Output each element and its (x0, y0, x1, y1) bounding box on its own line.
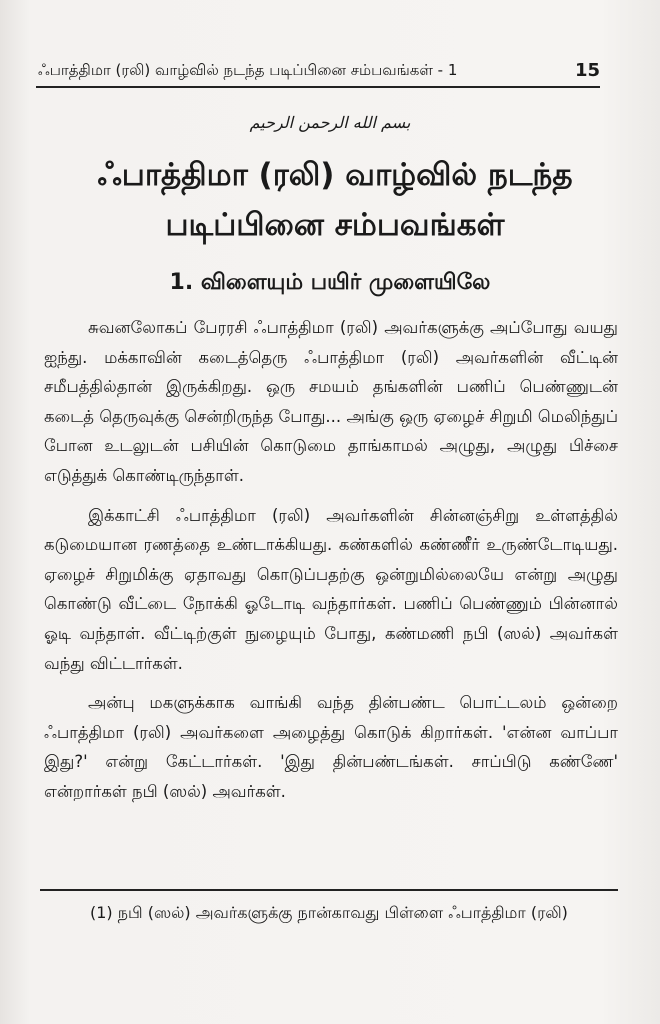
chapter-title-line-1: ஃபாத்திமா (ரலி) வாழ்வில் நடந்த (97, 157, 573, 193)
header-rule (36, 86, 600, 88)
running-head-title: ஃபாத்திமா (ரலி) வாழ்வில் நடந்த படிப்பினை சம்பவங்கள் - 1 (38, 61, 458, 79)
paragraph-3: அன்பு மகளுக்காக வாங்கி வந்த தின்பண்ட பொட்டலம் ஒன்றை ஃபாத்திமா (ரலி) அவர்களை அழைத்து கொடுக் கிறார்கள். 'என்ன வாப்பா இது?' என்று கேட்டார்கள். 'இது தின்பண்டங்கள். சாப்பிடு கண்ணே' என்றார்கள் நபி (ஸல்) அவர்கள். (44, 693, 618, 801)
section-heading: 1. விளையும் பயிர் முளையிலே (169, 270, 491, 295)
footnote-rule (40, 889, 618, 891)
running-header (38, 60, 600, 81)
chapter-title (30, 150, 640, 250)
body-text (44, 313, 618, 817)
page-number: 15 (574, 60, 600, 81)
chapter-title-line-2: படிப்பினை சம்பவங்கள் (165, 207, 505, 243)
basmala-calligraphy: بسم الله الرحمن الرحيم (249, 113, 411, 132)
paragraph-2: இக்காட்சி ஃபாத்திமா (ரலி) அவர்களின் சின்னஞ்சிறு உள்ளத்தில் கடுமையான ரணத்தை உண்டாக்கியது. கண்களில் கண்ணீர் உருண்டோடியது. ஏழைச் சிறுமிக்கு ஏதாவது கொடுப்பதற்கு ஒன்றுமில்லையே என்று அழுது கொண்டு வீட்டை நோக்கி ஓடோடி வந்தார்கள். பணிப் பெண்ணும் பின்னால் ஓடி வந்தாள். வீட்டிற்குள் நுழையும் போது, கண்மணி நபி (ஸல்) அவர்கள் வந்து விட்டார்கள். (44, 505, 618, 673)
footnote: (1) நபி (ஸல்) அவர்களுக்கு நான்காவது பிள்ளை ஃபாத்திமா (ரலி) (90, 903, 568, 922)
paragraph-1: சுவனலோகப் பேரரசி ஃபாத்திமா (ரலி) அவர்களுக்கு அப்போது வயது ஐந்து. மக்காவின் கடைத்தெரு ஃபாத்திமா (ரலி) அவர்களின் வீட்டின் சமீபத்தில்தான் இருக்கிறது. ஒரு சமயம் தங்களின் பணிப் பெண்ணுடன் கடைத் தெருவுக்கு சென்றிருந்த போது... அங்கு ஒரு ஏழைச் சிறுமி மெலிந்துப் போன உடலுடன் பசியின் கொடுமை தாங்காமல் அழுது, அழுது பிச்சை எடுத்துக் கொண்டிருந்தாள். (44, 318, 618, 485)
